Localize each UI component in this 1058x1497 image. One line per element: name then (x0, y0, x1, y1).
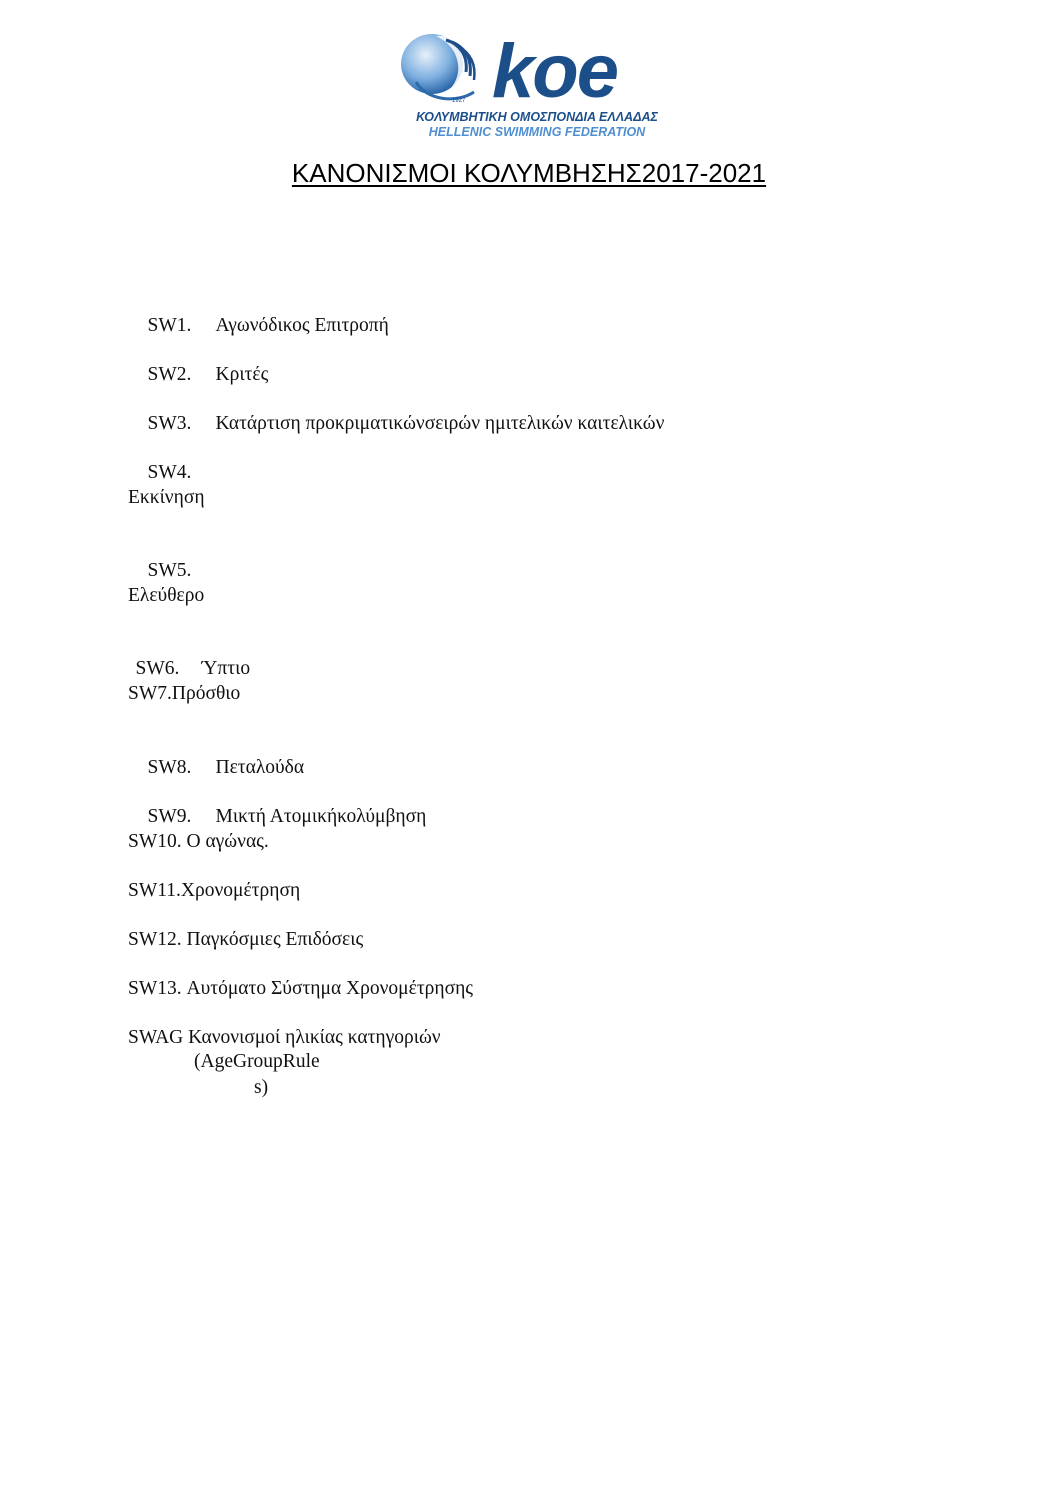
toc-text: Πεταλούδα (215, 757, 305, 778)
toc-code: SW4. (147, 462, 192, 483)
toc-code: SW2. (147, 364, 192, 385)
document-title: ΚΑΝΟΝΙΣΜΟΙ ΚΟΛΥΜΒΗΣΗΣ2017-2021 (291, 158, 767, 188)
logo-wordmark: koe (492, 29, 617, 114)
toc-code: SW6. (135, 658, 180, 679)
toc-item-sw5-text: Ελεύθερο (128, 585, 205, 606)
toc-text: Ύπτιο (201, 658, 251, 679)
toc-item-sw11: SW11.Χρονομέτρηση (128, 880, 301, 901)
toc-code: SW8. (147, 757, 192, 778)
logo-year: 1927 (452, 98, 466, 104)
toc-item-sw13: SW13. Αυτόματο Σύστημα Χρονομέτρησης (128, 978, 474, 999)
toc-item-swag-line3: s) (254, 1077, 269, 1098)
toc-code: SW3. (147, 413, 192, 434)
toc-code: SW9. (147, 806, 192, 827)
federation-logo (396, 30, 672, 142)
toc-code: SW1. (147, 315, 192, 336)
toc-item-sw3 (128, 388, 664, 460)
swimmer-emblem-icon (396, 30, 496, 110)
toc-text: Κριτές (215, 364, 269, 385)
toc-item-sw7: SW7.Πρόσθιο (128, 683, 241, 704)
toc-code: SW5. (147, 560, 192, 581)
toc-text: Αγωνόδικος Επιτροπή (215, 315, 389, 336)
toc-text: Κατάρτιση προκριματικώνσειρών ημιτελικών καιτελικών (215, 413, 665, 434)
toc-item-sw10: SW10. Ο αγώνας. (128, 831, 269, 852)
logo-greek-name: ΚΟΛΥΜΒΗΤΙΚΗ ΟΜΟΣΠΟΝΔΙΑ ΕΛΛΑΔΑΣ (416, 110, 658, 124)
toc-text: Μικτή Ατομικήκολύμβηση (215, 806, 427, 827)
toc-item-swag: SWAG Κανονισμοί ηλικίας κατηγοριών (128, 1027, 441, 1048)
logo-english-name: HELLENIC SWIMMING FEDERATION (428, 125, 646, 139)
toc-item-swag-line2: (AgeGroupRule (194, 1051, 320, 1072)
toc-item-sw12: SW12. Παγκόσμιες Επιδόσεις (128, 929, 364, 950)
toc-item-sw4-text: Εκκίνηση (128, 487, 205, 508)
